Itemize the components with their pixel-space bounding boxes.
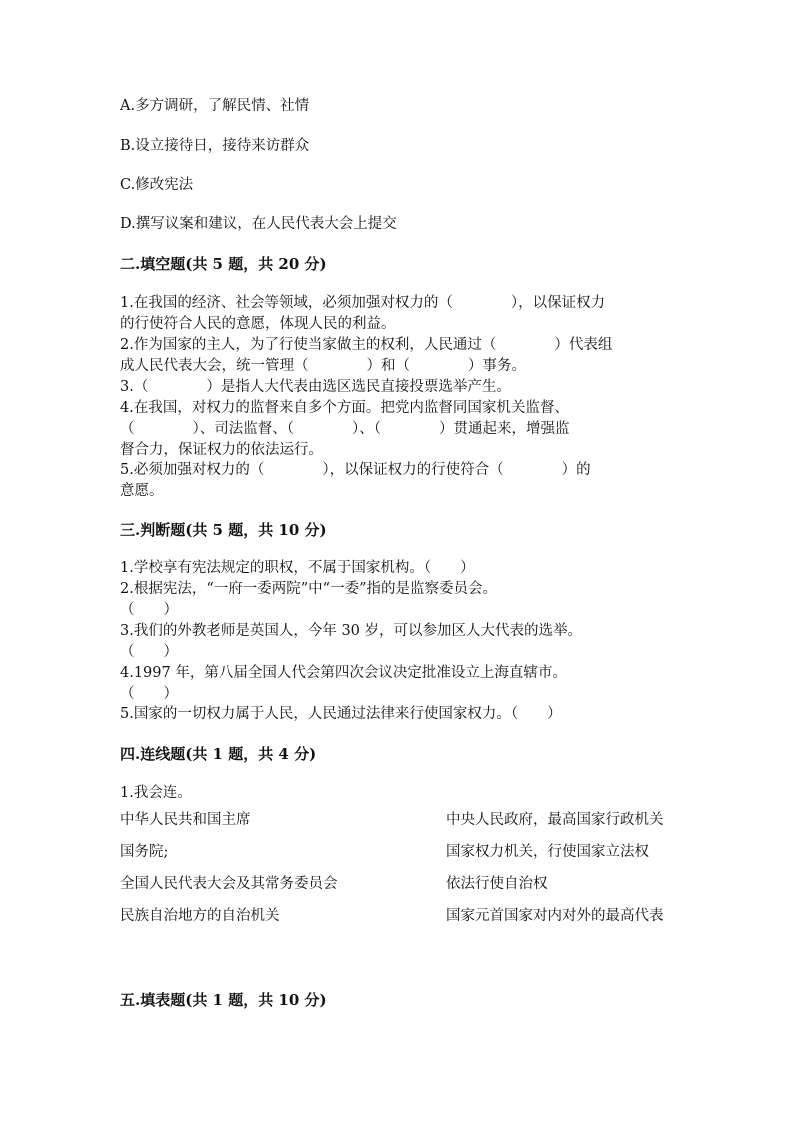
matching-question: 1.我会连。 [120, 785, 192, 801]
fill-blank-line: 的行使符合人民的意愿，体现人民的利益。 [120, 316, 396, 332]
matching-right-item: 国家元首国家对内对外的最高代表 [446, 908, 664, 924]
option-d: D.撰写议案和建议，在人民代表大会上提交 [120, 216, 397, 232]
fill-blank-line: 4.在我国，对权力的监督来自多个方面。把党内监督同国家机关监督、 [120, 400, 569, 416]
true-false-line: （ ） [120, 602, 178, 618]
section-heading-true-false: 三.判断题(共 5 题，共 10 分) [120, 521, 327, 539]
option-c: C.修改宪法 [120, 177, 194, 193]
matching-left-item: 国务院; [120, 844, 169, 860]
true-false-line: （ ） [120, 644, 178, 660]
matching-right-item: 依法行使自治权 [446, 876, 548, 892]
fill-blank-line: 3.（ ）是指人大代表由选区选民直接投票选举产生。 [120, 379, 511, 395]
matching-right-item: 国家权力机关，行使国家立法权 [446, 844, 649, 860]
fill-blank-line: 督合力，保证权力的依法运行。 [120, 442, 323, 458]
section-heading-table: 五.填表题(共 1 题，共 10 分) [120, 991, 327, 1009]
fill-blank-line: 成人民代表大会，统一管理（ ）和（ ）事务。 [120, 358, 526, 374]
matching-left-item: 民族自治地方的自治机关 [120, 908, 280, 924]
fill-blank-line: 1.在我国的经济、社会等领域，必须加强对权力的（ ），以保证权力 [120, 295, 606, 311]
fill-blank-line: 意愿。 [120, 483, 164, 499]
true-false-line: 1.学校享有宪法规定的职权，不属于国家机构。（ ） [120, 560, 475, 576]
true-false-line: 3.我们的外教老师是英国人，今年 30 岁，可以参加区人大代表的选举。 [120, 623, 583, 639]
option-a: A.多方调研，了解民情、社情 [120, 98, 310, 114]
fill-blank-line: （ ）、司法监督、（ ）、（ ）贯通起来，增强监 [120, 421, 570, 437]
matching-left-item: 中华人民共和国主席 [120, 812, 251, 828]
true-false-line: （ ） [120, 686, 178, 702]
fill-blank-line: 5.必须加强对权力的（ ），以保证权力的行使符合（ ）的 [120, 462, 591, 478]
fill-blank-line: 2.作为国家的主人，为了行使当家做主的权利，人民通过（ ）代表组 [120, 337, 613, 353]
option-b: B.设立接待日，接待来访群众 [120, 138, 310, 154]
true-false-line: 2.根据宪法，“一府一委两院”中“一委”指的是监察委员会。 [120, 581, 497, 597]
matching-right-item: 中央人民政府，最高国家行政机关 [446, 812, 664, 828]
section-heading-matching: 四.连线题(共 1 题，共 4 分) [120, 745, 317, 763]
true-false-line: 5.国家的一切权力属于人民，人民通过法律来行使国家权力。（ ） [120, 706, 562, 722]
matching-left-item: 全国人民代表大会及其常务委员会 [120, 876, 338, 892]
true-false-line: 4.1997 年，第八届全国人代会第四次会议决定批准设立上海直辖市。 [120, 665, 567, 681]
section-heading-fill-blank: 二.填空题(共 5 题，共 20 分) [120, 255, 327, 273]
